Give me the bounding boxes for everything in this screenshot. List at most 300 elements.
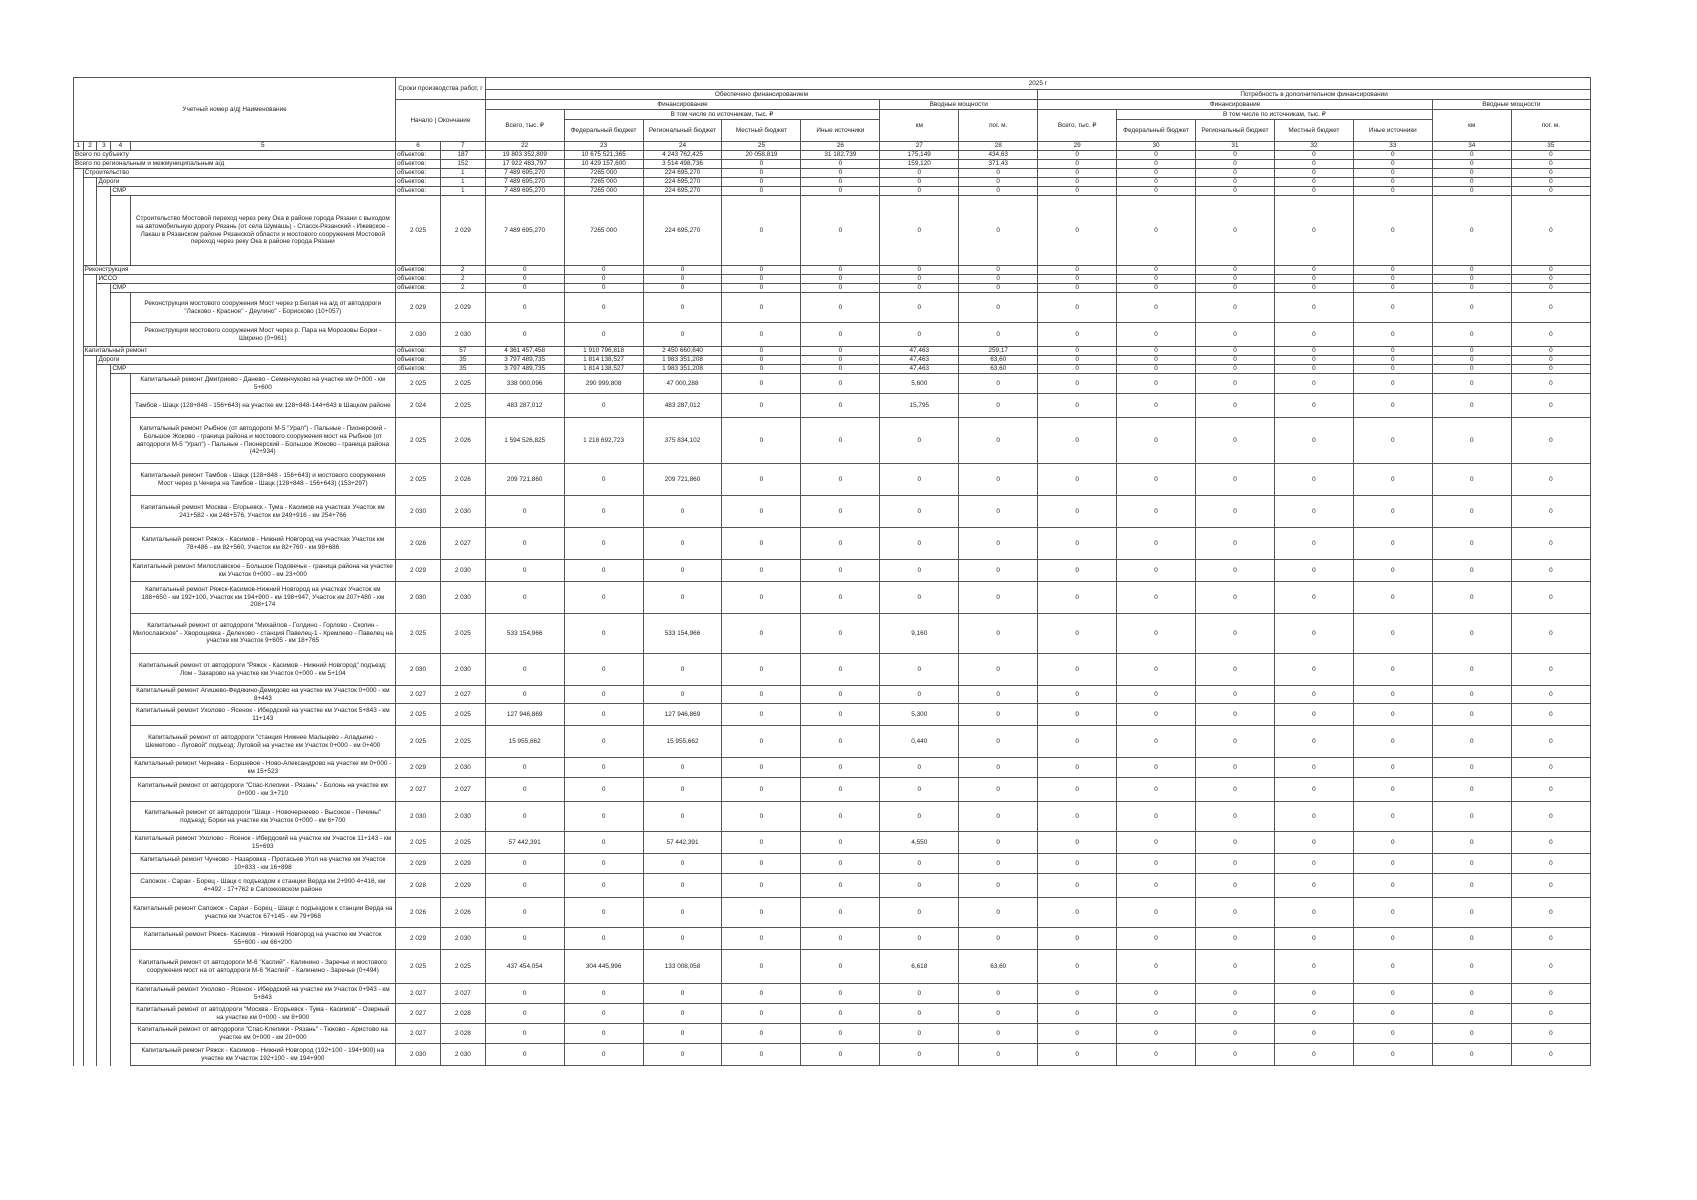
value-cell: 17 922 483,797 [485, 160, 564, 169]
value-cell: 0 [801, 464, 880, 496]
indent-cell [74, 394, 84, 418]
value-cell: 0 [1038, 151, 1117, 160]
header-financing: Финансирование [485, 100, 880, 110]
value-cell: 0 [1511, 654, 1590, 686]
value-cell: 0 [564, 778, 643, 802]
end-year: 2 029 [440, 854, 485, 874]
value-cell: 224 695,270 [643, 178, 722, 187]
indent-cell [74, 802, 84, 832]
value-cell: 0 [1274, 832, 1353, 854]
indent-cell [83, 726, 97, 758]
value-cell: 0 [801, 704, 880, 726]
value-cell: 0 [564, 496, 643, 528]
value-cell: 0 [1511, 356, 1590, 365]
value-cell: 0 [485, 928, 564, 950]
value-cell: 0 [722, 758, 801, 778]
indent-cell [97, 293, 111, 323]
value-cell: 0 [1196, 323, 1275, 347]
indent-cell [83, 950, 97, 984]
value-cell: 0 [643, 898, 722, 928]
indent-cell [74, 898, 84, 928]
value-cell: 0 [1274, 160, 1353, 169]
value-cell: 0 [1038, 614, 1117, 654]
value-cell: 0 [564, 464, 643, 496]
summary-row [74, 187, 1591, 196]
indent-cell [97, 187, 111, 196]
value-cell: 0 [801, 778, 880, 802]
value-cell: 0 [1511, 614, 1590, 654]
indent-cell [83, 374, 97, 394]
value-cell: 0 [1196, 1024, 1275, 1044]
object-row [74, 496, 1591, 528]
start-year: 2 025 [396, 418, 441, 464]
summary-row [74, 356, 1591, 365]
value-cell: 0 [1511, 778, 1590, 802]
value-cell: 0 [880, 323, 959, 347]
indent-cell [83, 1044, 97, 1066]
end-year: 2 026 [440, 464, 485, 496]
objects-count: 2 [440, 275, 485, 284]
value-cell: 0 [1432, 418, 1511, 464]
indent-cell [74, 984, 84, 1004]
objects-count: 57 [440, 347, 485, 356]
value-cell: 0 [1353, 984, 1432, 1004]
start-year: 2 030 [396, 1044, 441, 1066]
header-year: 2025 г [485, 78, 1590, 90]
value-cell: 0 [564, 1024, 643, 1044]
value-cell: 0 [643, 984, 722, 1004]
value-cell: 0 [1274, 1024, 1353, 1044]
object-row [74, 582, 1591, 614]
value-cell: 3 514 498,736 [643, 160, 722, 169]
value-cell: 0 [564, 1004, 643, 1024]
value-cell: 57 442,391 [643, 832, 722, 854]
value-cell: 0 [1196, 686, 1275, 704]
value-cell: 0 [1353, 151, 1432, 160]
value-cell: 0 [1274, 560, 1353, 582]
start-year: 2 029 [396, 854, 441, 874]
indent-cell [74, 266, 84, 275]
indent-cell [83, 560, 97, 582]
value-cell: 0 [1511, 1004, 1590, 1024]
value-cell: 0 [1196, 151, 1275, 160]
value-cell: 0 [880, 418, 959, 464]
value-cell: 0 [722, 928, 801, 950]
value-cell: 209 721,860 [485, 464, 564, 496]
value-cell: 0 [959, 284, 1038, 293]
start-year: 2 027 [396, 1024, 441, 1044]
value-cell: 47,463 [880, 365, 959, 374]
value-cell: 0 [1038, 160, 1117, 169]
object-row [74, 394, 1591, 418]
indent-cell [111, 950, 130, 984]
value-cell: 0 [1038, 275, 1117, 284]
value-cell: 0 [1432, 178, 1511, 187]
indent-cell [74, 347, 84, 356]
header-regional: Региональный бюджет [643, 120, 722, 142]
value-cell: 224 695,270 [643, 187, 722, 196]
value-cell: 0 [1117, 582, 1196, 614]
indent-cell [83, 365, 97, 374]
value-cell: 63,60 [959, 356, 1038, 365]
end-year: 2 026 [440, 418, 485, 464]
summary-row [74, 266, 1591, 275]
column-number: 33 [1353, 142, 1432, 151]
value-cell: 4 361 457,458 [485, 347, 564, 356]
value-cell: 7265 000 [564, 169, 643, 178]
value-cell: 0 [1196, 418, 1275, 464]
header-capacity-need: Вводные мощности [1432, 100, 1590, 110]
indent-cell [97, 528, 111, 560]
value-cell: 0 [1353, 928, 1432, 950]
value-cell: 0 [1117, 874, 1196, 898]
value-cell: 0 [1196, 284, 1275, 293]
start-year: 2 029 [396, 560, 441, 582]
value-cell: 0 [722, 323, 801, 347]
indent-cell [111, 1044, 130, 1066]
value-cell: 0 [1038, 1044, 1117, 1066]
column-number: 22 [485, 142, 564, 151]
value-cell: 0 [1511, 984, 1590, 1004]
value-cell: 0 [1432, 654, 1511, 686]
value-cell: 0 [643, 528, 722, 560]
value-cell: 0 [1274, 582, 1353, 614]
value-cell: 0 [1117, 187, 1196, 196]
value-cell: 0 [1117, 347, 1196, 356]
value-cell: 0 [1117, 928, 1196, 950]
indent-cell [83, 854, 97, 874]
column-number: 5 [130, 142, 396, 151]
value-cell: 0 [880, 778, 959, 802]
value-cell: 7 489 695,270 [485, 178, 564, 187]
start-year: 2 027 [396, 1004, 441, 1024]
start-year: 2 025 [396, 196, 441, 266]
value-cell: 0 [801, 496, 880, 528]
row-label: ИССО [97, 275, 396, 284]
value-cell: 2 450 660,640 [643, 347, 722, 356]
header-other: Иные источники [801, 120, 880, 142]
value-cell: 0 [1432, 275, 1511, 284]
summary-row [74, 275, 1591, 284]
value-cell: 0 [1038, 347, 1117, 356]
value-cell: 0 [722, 1044, 801, 1066]
object-row [74, 374, 1591, 394]
value-cell: 0 [722, 293, 801, 323]
value-cell: 0 [1511, 196, 1590, 266]
header-total: Всего, тыс. ₽ [485, 110, 564, 142]
value-cell: 0 [1038, 266, 1117, 275]
value-cell: 0 [643, 293, 722, 323]
value-cell: 0 [959, 802, 1038, 832]
objects-unit: объектов: [396, 266, 441, 275]
value-cell: 0 [564, 293, 643, 323]
value-cell: 533 154,966 [485, 614, 564, 654]
value-cell: 0 [959, 394, 1038, 418]
start-year: 2 025 [396, 464, 441, 496]
objects-unit: объектов: [396, 151, 441, 160]
value-cell: 0 [1274, 356, 1353, 365]
object-name: Реконструкция мостового сооружения Мост через р. Пара на Морозовы Борки - Ширино (0+961) [130, 323, 396, 347]
value-cell: 0 [485, 266, 564, 275]
indent-cell [83, 582, 97, 614]
value-cell: 0 [1353, 275, 1432, 284]
row-label: Всего по субъекту [74, 151, 396, 160]
object-name: Капитальный ремонт Ряжск - Касимов - Нижний Новгород на участках Участок км 78+486 - км 82+560, Участок км 82+760 - км 98+686 [130, 528, 396, 560]
value-cell: 0 [1353, 802, 1432, 832]
value-cell: 0 [1274, 704, 1353, 726]
value-cell: 0 [1353, 374, 1432, 394]
value-cell: 0 [1117, 832, 1196, 854]
header-pm-need: пог. м. [1511, 110, 1590, 142]
end-year: 2 025 [440, 950, 485, 984]
value-cell: 0 [1353, 950, 1432, 984]
header-total-need: Всего, тыс. ₽ [1038, 110, 1117, 142]
value-cell: 0 [1117, 950, 1196, 984]
value-cell: 0 [485, 1024, 564, 1044]
value-cell: 0 [1274, 365, 1353, 374]
column-number: 1 [74, 142, 84, 151]
header-federal: Федеральный бюджет [564, 120, 643, 142]
indent-cell [111, 528, 130, 560]
value-cell: 0 [1432, 187, 1511, 196]
value-cell: 0 [564, 394, 643, 418]
value-cell: 0 [959, 726, 1038, 758]
value-cell: 0 [1196, 758, 1275, 778]
indent-cell [111, 686, 130, 704]
value-cell: 0 [801, 275, 880, 284]
value-cell: 0 [1038, 778, 1117, 802]
value-cell: 0 [1274, 275, 1353, 284]
value-cell: 0 [564, 832, 643, 854]
value-cell: 0 [1353, 854, 1432, 874]
value-cell: 0 [1511, 275, 1590, 284]
indent-cell [97, 496, 111, 528]
value-cell: 0 [1274, 984, 1353, 1004]
value-cell: 0 [1353, 284, 1432, 293]
value-cell: 0 [1274, 323, 1353, 347]
value-cell: 0 [1353, 196, 1432, 266]
objects-count: 35 [440, 365, 485, 374]
value-cell: 0 [643, 284, 722, 293]
indent-cell [74, 758, 84, 778]
value-cell: 0 [1038, 928, 1117, 950]
value-cell: 1 594 526,825 [485, 418, 564, 464]
value-cell: 0 [1432, 464, 1511, 496]
value-cell: 7265 000 [564, 178, 643, 187]
indent-cell [74, 275, 84, 284]
indent-cell [111, 293, 130, 323]
start-year: 2 030 [396, 654, 441, 686]
value-cell: 0 [1353, 726, 1432, 758]
value-cell: 0 [1196, 704, 1275, 726]
column-number: 27 [880, 142, 959, 151]
object-row [74, 654, 1591, 686]
value-cell: 0 [1038, 365, 1117, 374]
indent-cell [97, 464, 111, 496]
indent-cell [111, 394, 130, 418]
indent-cell [97, 1044, 111, 1066]
value-cell: 0 [485, 984, 564, 1004]
value-cell: 0 [880, 275, 959, 284]
value-cell: 0 [1511, 151, 1590, 160]
indent-cell [74, 778, 84, 802]
indent-cell [74, 365, 84, 374]
value-cell: 0 [1196, 614, 1275, 654]
object-name: Капитальный ремонт от автодороги М-6 "Каспий" - Калинино - Заречье и мостового сооружения мост на от автодороги М-6 "Каспий" - Калинино - Заречье (0+494) [130, 950, 396, 984]
value-cell: 0 [564, 266, 643, 275]
object-name: Капитальный ремонт Ряжск-Касимов-Нижний Новгород на участках Участок км 188+650 - км 192+100, Участок км 194+900 - км 198+947, Участок км 207+480 - км 208+174 [130, 582, 396, 614]
objects-unit: объектов: [396, 187, 441, 196]
end-year: 2 027 [440, 984, 485, 1004]
start-year: 2 025 [396, 950, 441, 984]
indent-cell [111, 560, 130, 582]
object-name: Капитальный ремонт Дмитриево - Данево - Семенчуково на участке км 0+000 - км 5+600 [130, 374, 396, 394]
object-row [74, 686, 1591, 704]
header-by-source: В том числе по источникам, тыс. ₽ [564, 110, 880, 120]
row-label: Дороги [97, 356, 396, 365]
value-cell: 0 [1511, 874, 1590, 898]
value-cell: 0 [564, 686, 643, 704]
value-cell: 0 [1274, 178, 1353, 187]
row-label: СМР [111, 365, 396, 374]
value-cell: 290 999,808 [564, 374, 643, 394]
value-cell: 0 [643, 854, 722, 874]
objects-unit: объектов: [396, 169, 441, 178]
value-cell: 0 [1432, 160, 1511, 169]
object-row [74, 323, 1591, 347]
header-secured: Обеспечено финансированием [485, 90, 1037, 100]
value-cell: 0 [1117, 854, 1196, 874]
value-cell: 0 [1432, 374, 1511, 394]
value-cell: 4 243 762,425 [643, 151, 722, 160]
value-cell: 0 [1511, 496, 1590, 528]
value-cell: 7 489 695,270 [485, 169, 564, 178]
value-cell: 0 [1196, 898, 1275, 928]
value-cell: 0 [1353, 394, 1432, 418]
indent-cell [83, 874, 97, 898]
value-cell: 0 [485, 686, 564, 704]
value-cell: 0 [1432, 196, 1511, 266]
value-cell: 0 [1117, 654, 1196, 686]
value-cell: 0 [1196, 356, 1275, 365]
value-cell: 0 [880, 1004, 959, 1024]
value-cell: 0 [959, 196, 1038, 266]
object-row [74, 832, 1591, 854]
value-cell: 0 [722, 560, 801, 582]
value-cell: 0 [1196, 160, 1275, 169]
value-cell: 0 [1274, 928, 1353, 950]
value-cell: 0 [1511, 854, 1590, 874]
value-cell: 0 [643, 802, 722, 832]
end-year: 2 030 [440, 323, 485, 347]
value-cell: 0 [1038, 356, 1117, 365]
value-cell: 0 [880, 802, 959, 832]
indent-cell [74, 928, 84, 950]
start-year: 2 025 [396, 614, 441, 654]
value-cell: 0 [1117, 496, 1196, 528]
value-cell: 0 [959, 1044, 1038, 1066]
indent-cell [74, 356, 84, 365]
value-cell: 0 [1353, 704, 1432, 726]
indent-cell [74, 187, 84, 196]
value-cell: 0 [1432, 347, 1511, 356]
indent-cell [74, 323, 84, 347]
value-cell: 0 [564, 928, 643, 950]
value-cell: 0 [722, 394, 801, 418]
column-number: 34 [1432, 142, 1511, 151]
object-row [74, 704, 1591, 726]
value-cell: 0 [880, 686, 959, 704]
indent-cell [74, 169, 84, 178]
value-cell: 0 [959, 874, 1038, 898]
value-cell: 0 [1353, 418, 1432, 464]
value-cell: 4,550 [880, 832, 959, 854]
value-cell: 0 [485, 560, 564, 582]
objects-unit: объектов: [396, 275, 441, 284]
value-cell: 0 [1432, 802, 1511, 832]
value-cell: 0 [564, 874, 643, 898]
end-year: 2 025 [440, 704, 485, 726]
indent-cell [83, 496, 97, 528]
value-cell: 0 [1511, 266, 1590, 275]
value-cell: 0 [485, 323, 564, 347]
value-cell: 0 [801, 614, 880, 654]
value-cell: 0 [722, 266, 801, 275]
value-cell: 0 [1274, 464, 1353, 496]
indent-cell [83, 654, 97, 686]
value-cell: 0 [1196, 394, 1275, 418]
value-cell: 0 [643, 582, 722, 614]
value-cell: 0 [643, 686, 722, 704]
indent-cell [97, 1024, 111, 1044]
value-cell: 0 [801, 347, 880, 356]
value-cell: 0 [959, 582, 1038, 614]
value-cell: 0 [722, 464, 801, 496]
header-local-need: Местный бюджет [1274, 120, 1353, 142]
object-name: Капитальный ремонт Ряжск - Касимов - Нижний Новгород (192+100 - 194+900) на участке км Участок 192+100 - км 194+900 [130, 1044, 396, 1066]
value-cell: 0 [959, 704, 1038, 726]
indent-cell [74, 726, 84, 758]
value-cell: 0 [564, 984, 643, 1004]
value-cell: 15 955,662 [643, 726, 722, 758]
summary-row [74, 160, 1591, 169]
value-cell: 434,63 [959, 151, 1038, 160]
value-cell: 0 [1117, 686, 1196, 704]
value-cell: 0 [1511, 284, 1590, 293]
indent-cell [97, 704, 111, 726]
value-cell: 0 [1117, 196, 1196, 266]
object-name: Капитальный ремонт от автодороги "Ряжск - Касимов - Нижний Новгород" подъезд: Лом - Захарово на участке км Участок 0+000 - км 5+104 [130, 654, 396, 686]
value-cell: 0 [801, 758, 880, 778]
value-cell: 0 [1274, 374, 1353, 394]
value-cell: 0 [1353, 874, 1432, 898]
value-cell: 0 [1511, 1044, 1590, 1066]
value-cell: 0 [959, 528, 1038, 560]
value-cell: 9,160 [880, 614, 959, 654]
value-cell: 47,463 [880, 347, 959, 356]
indent-cell [97, 1004, 111, 1024]
end-year: 2 029 [440, 874, 485, 898]
value-cell: 0 [1511, 418, 1590, 464]
value-cell: 0 [1196, 169, 1275, 178]
indent-cell [111, 898, 130, 928]
value-cell: 0 [1117, 528, 1196, 560]
value-cell: 0 [959, 560, 1038, 582]
indent-cell [97, 928, 111, 950]
indent-cell [83, 418, 97, 464]
value-cell: 0 [801, 187, 880, 196]
value-cell: 483 287,012 [485, 394, 564, 418]
